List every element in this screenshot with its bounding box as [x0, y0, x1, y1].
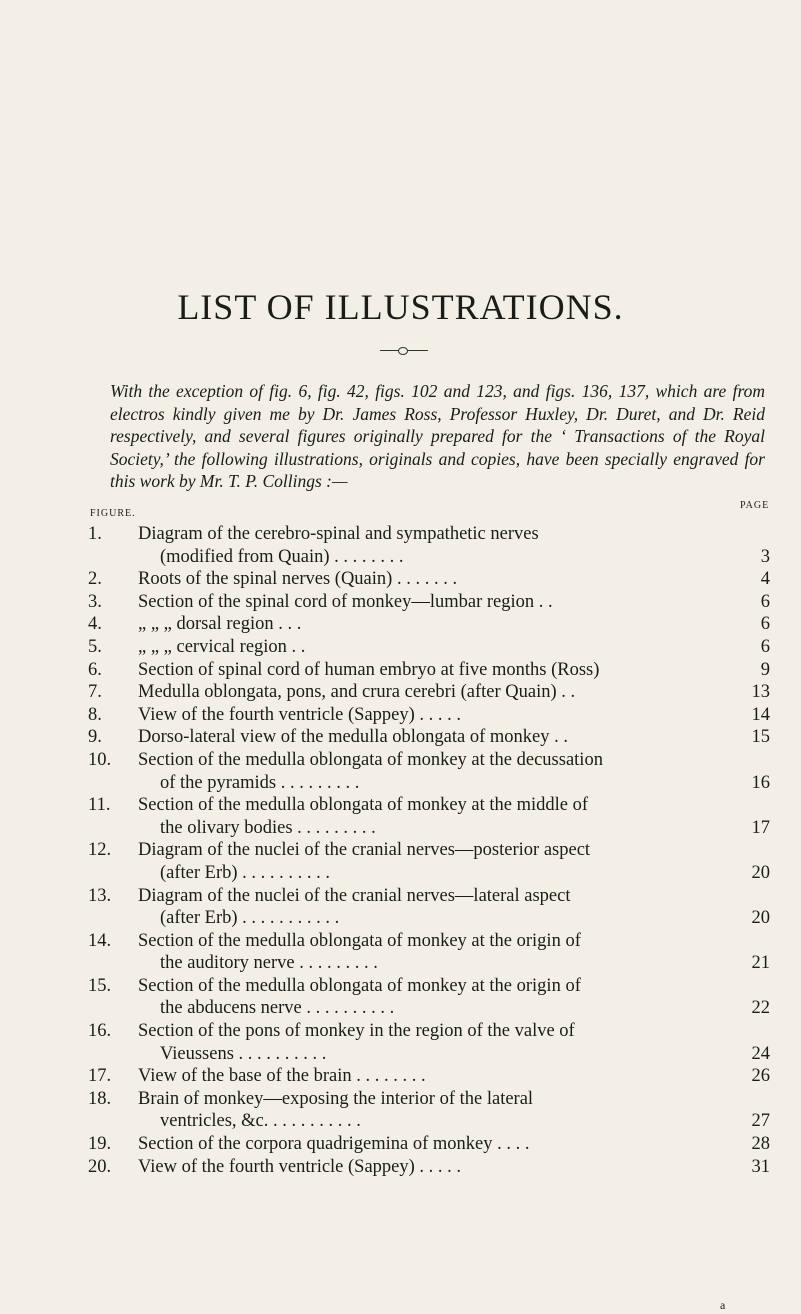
- page-number: 22: [751, 998, 770, 1019]
- entry-text: Dorso-lateral view of the medulla oblongata of monkey . .: [138, 727, 568, 748]
- page-number: 3: [760, 546, 770, 567]
- entry-text: ventricles, &c. . . . . . . . . . .: [160, 1111, 361, 1132]
- page-number: 31: [751, 1156, 770, 1177]
- entry-line: [88, 636, 770, 659]
- page-column-header: PAGE: [740, 500, 770, 511]
- entry-line: [88, 839, 770, 862]
- entry-text: View of the fourth ventricle (Sappey) . . . . .: [138, 1156, 462, 1177]
- entry-line: [88, 1088, 770, 1111]
- figure-number: 19.: [88, 1134, 112, 1155]
- entry-text: Section of the medulla oblongata of monkey at the middle of: [138, 795, 589, 816]
- entry-text: View of the fourth ventricle (Sappey) . . . . .: [138, 704, 462, 725]
- entry-text: „ „ „ dorsal region . . .: [138, 614, 302, 635]
- entry-line: [88, 817, 770, 840]
- page-number: 28: [751, 1134, 770, 1155]
- page-number: 6: [760, 636, 770, 657]
- list-item: [88, 1065, 770, 1088]
- entry-line: [88, 907, 770, 930]
- entry-line: [88, 1133, 770, 1156]
- list-item: [88, 1133, 770, 1156]
- ornament-icon: [398, 347, 408, 355]
- page-number: 16: [751, 772, 770, 793]
- list-item: [88, 726, 770, 749]
- list-item: [88, 1088, 770, 1133]
- page-number: 24: [751, 1043, 770, 1064]
- figure-number: 7.: [88, 682, 102, 703]
- figure-column-header: FIGURE.: [90, 508, 136, 519]
- figure-number: 1.: [88, 524, 102, 544]
- entry-line: [88, 523, 770, 546]
- intro-paragraph: With the exception of fig. 6, fig. 42, figs. 102 and 123, and figs. 136, 137, which are from electros kindly given me by Dr. James Ross, Professor Huxley, Dr. Duret, and Dr. Reid respectively, and several figures originally prepared for the ‘ Transactions of the Royal Society,’ the following illustrations, originals and copies, have been specially engraved for this work by Mr. T. P. Collings :—: [110, 381, 765, 491]
- entry-line: [88, 862, 770, 885]
- list-item: [88, 613, 770, 636]
- entry-text: Diagram of the cerebro-spinal and sympathetic nerves: [138, 524, 539, 544]
- entry-line: [88, 952, 770, 975]
- entry-text: Roots of the spinal nerves (Quain) . . . . . . .: [138, 569, 458, 590]
- entry-line: [88, 794, 770, 817]
- entry-text: Section of the medulla oblongata of monkey at the origin of: [138, 930, 581, 951]
- entry-text: the auditory nerve . . . . . . . . .: [160, 953, 378, 974]
- entry-text: the abducens nerve . . . . . . . . . .: [160, 998, 395, 1019]
- list-item: [88, 523, 770, 568]
- list-item: [88, 975, 770, 1020]
- entry-line: [88, 749, 770, 772]
- entry-line: [88, 568, 770, 591]
- entry-text: Diagram of the nuclei of the cranial nerves—lateral aspect: [138, 885, 571, 906]
- page-number: 6: [760, 591, 770, 612]
- entry-text: Section of the medulla oblongata of monkey at the decussation: [138, 749, 603, 770]
- entry-line: [88, 1110, 770, 1133]
- list-item: [88, 749, 770, 794]
- entry-line: [88, 885, 770, 908]
- page-title: LIST OF ILLUSTRATIONS.: [177, 287, 624, 327]
- figure-number: 10.: [88, 749, 112, 770]
- entry-text: the olivary bodies . . . . . . . . .: [160, 817, 376, 838]
- entry-text: Section of the medulla oblongata of monkey at the origin of: [138, 975, 581, 996]
- figure-number: 16.: [88, 1021, 112, 1042]
- figure-number: 17.: [88, 1066, 112, 1087]
- list-item: [88, 568, 770, 591]
- entry-text: Brain of monkey—exposing the interior of the lateral: [138, 1088, 534, 1109]
- figure-number: 20.: [88, 1156, 112, 1177]
- entry-line: [88, 704, 770, 727]
- entry-line: [88, 930, 770, 953]
- figure-number: 2.: [88, 569, 102, 590]
- entry-text: Vieussens . . . . . . . . . .: [160, 1043, 327, 1064]
- entry-line: [88, 591, 770, 614]
- figure-number: 9.: [88, 727, 102, 748]
- entry-text: Diagram of the nuclei of the cranial nerves—posterior aspect: [138, 840, 591, 861]
- list-item: [88, 930, 770, 975]
- entry-line: [88, 546, 770, 569]
- list-item: [88, 1020, 770, 1065]
- figure-number: 3.: [88, 591, 102, 612]
- entry-text: „ „ „ cervical region . .: [138, 636, 306, 657]
- entry-line: [88, 1043, 770, 1066]
- entry-text: of the pyramids . . . . . . . . .: [160, 772, 360, 793]
- list-item: [88, 659, 770, 682]
- figure-number: 4.: [88, 614, 102, 635]
- figure-number: 13.: [88, 885, 112, 906]
- list-item: [88, 591, 770, 614]
- entry-line: [88, 1065, 770, 1088]
- figure-number: 8.: [88, 704, 102, 725]
- entry-text: Section of the corpora quadrigemina of monkey . . . .: [138, 1134, 530, 1155]
- entry-line: [88, 659, 770, 682]
- page-number: 9: [760, 659, 770, 680]
- entry-line: [88, 772, 770, 795]
- list-item: [88, 704, 770, 727]
- entry-text: Section of spinal cord of human embryo at five months (Ross): [138, 659, 600, 680]
- entry-line: [88, 613, 770, 636]
- figure-number: 18.: [88, 1088, 112, 1109]
- entry-text: View of the base of the brain . . . . . . . .: [138, 1066, 426, 1087]
- page-number: 13: [751, 682, 770, 703]
- signature-mark: a: [720, 1298, 726, 1312]
- figure-number: 15.: [88, 975, 112, 996]
- page-number: 6: [760, 614, 770, 635]
- entry-text: Section of the pons of monkey in the region of the valve of: [138, 1021, 575, 1042]
- entry-line: [88, 975, 770, 998]
- entry-text: Medulla oblongata, pons, and crura cerebri (after Quain) . .: [138, 682, 576, 703]
- list-item: [88, 885, 770, 930]
- page-number: 21: [751, 953, 770, 974]
- figure-number: 12.: [88, 840, 112, 861]
- figure-number: 11.: [88, 795, 111, 816]
- figure-number: 14.: [88, 930, 112, 951]
- page-number: 20: [751, 908, 770, 929]
- page-number: 14: [751, 704, 770, 725]
- page-number: 20: [751, 862, 770, 883]
- list-item: [88, 636, 770, 659]
- entry-text: (after Erb) . . . . . . . . . .: [160, 862, 331, 883]
- page-number: 27: [751, 1111, 770, 1132]
- page-number: 17: [751, 817, 770, 838]
- page-number: 4: [760, 569, 770, 590]
- entry-line: [88, 681, 770, 704]
- entry-text: (after Erb) . . . . . . . . . . .: [160, 908, 340, 929]
- entry-line: [88, 1156, 770, 1179]
- page-number: 15: [751, 727, 770, 748]
- figure-number: 5.: [88, 636, 102, 657]
- entry-line: [88, 997, 770, 1020]
- illustrations-list: [88, 523, 770, 1178]
- entry-line: [88, 726, 770, 749]
- list-item: [88, 1156, 770, 1179]
- entry-text: Section of the spinal cord of monkey—lumbar region . .: [138, 591, 553, 612]
- list-item: [88, 681, 770, 704]
- list-item: [88, 794, 770, 839]
- entry-line: [88, 1020, 770, 1043]
- page-number: 26: [751, 1066, 770, 1087]
- entry-text: (modified from Quain) . . . . . . . .: [160, 546, 404, 567]
- figure-number: 6.: [88, 659, 102, 680]
- list-item: [88, 839, 770, 884]
